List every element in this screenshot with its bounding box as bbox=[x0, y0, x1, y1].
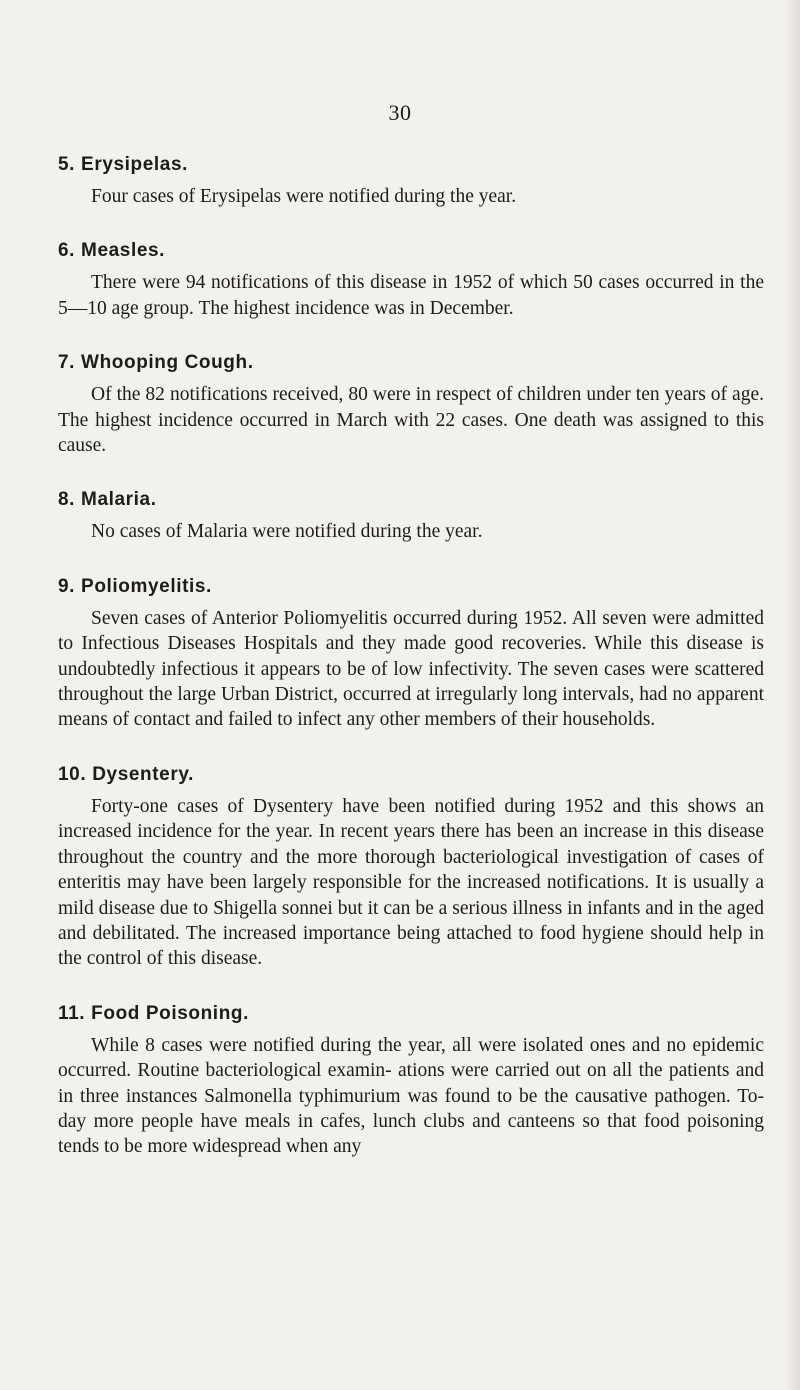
section-poliomyelitis bbox=[58, 574, 764, 733]
section-title: Whooping Cough. bbox=[81, 352, 254, 374]
section-number: 9. bbox=[58, 575, 76, 597]
section-heading bbox=[58, 762, 764, 788]
section-title: Erysipelas. bbox=[81, 154, 188, 175]
section-number: 11. bbox=[58, 1002, 86, 1024]
section-title: Dysentery. bbox=[92, 763, 194, 785]
page-edge-shadow bbox=[786, 0, 800, 1390]
section-body: Seven cases of Anterior Poliomyelitis occurred during 1952. All seven were admitted to Infectious Diseases Hospitals and they made good recoveries. While this disease is undoubtedly infectious it appears to be of low infectivity. The seven cases were scattered throughout the large Urban District, occurred at irregularly long intervals, had no apparent means of contact and failed to infect any other members of their households. bbox=[58, 607, 764, 731]
section-body: No cases of Malaria were notified during the year. bbox=[91, 521, 483, 543]
page-number: 30 bbox=[388, 100, 412, 125]
section-body: Of the 82 notifications received, 80 were in respect of children under ten years of age. The highest incidence occurred in March with 22 cases. One death was assigned to this cause. bbox=[58, 384, 764, 457]
section-measles bbox=[58, 238, 764, 321]
section-body: There were 94 notifications of this disease in 1952 of which 50 cases occurred in the 5—10 age group. The highest incidence was in December. bbox=[58, 272, 764, 319]
section-body: Forty-one cases of Dysentery have been notified during 1952 and this shows an increased incidence for the year. In recent years there has been an increase in this disease throughout the country and the more thorough bacteriological investigation of cases of enteritis may have been largely responsible for the increased notifications. It is usually a mild disease due to Shigella sonnei but it can be a serious illness in infants and in the aged and debilitated. The increased importance being attached to food hygiene should help in the control of this disease. bbox=[58, 795, 764, 970]
section-number: 7. bbox=[58, 352, 76, 374]
section-number: 8. bbox=[58, 489, 76, 511]
section-body: While 8 cases were notified during the year, all were isolated ones and no epidemic occurred. Routine bacteriological examin- ations were carried out on all the patients and in three instances Salmonella typhimurium was found to be the causative pathogen. To-day more people have meals in cafes, lunch clubs and canteens so that food poisoning tends to be more widespread when any bbox=[58, 1034, 764, 1158]
section-dysentery bbox=[58, 762, 764, 972]
section-heading bbox=[58, 350, 764, 376]
section-number: 6. bbox=[58, 240, 76, 262]
section-whooping-cough bbox=[58, 350, 764, 458]
section-title: Poliomyelitis. bbox=[81, 575, 212, 597]
section-malaria bbox=[58, 487, 764, 544]
section-title: Food Poisoning. bbox=[91, 1002, 249, 1024]
section-heading bbox=[58, 1001, 764, 1027]
section-body: Four cases of Erysipelas were notified during the year. bbox=[91, 186, 517, 207]
section-number: 5. bbox=[58, 154, 76, 175]
section-erysipelas bbox=[58, 152, 764, 209]
section-title: Malaria. bbox=[81, 489, 157, 511]
section-number: 10. bbox=[58, 763, 87, 785]
section-heading bbox=[58, 487, 764, 513]
section-food-poisoning bbox=[58, 1001, 764, 1160]
page-content bbox=[58, 152, 764, 1189]
section-heading bbox=[58, 238, 764, 264]
section-heading bbox=[58, 152, 764, 178]
section-heading bbox=[58, 574, 764, 600]
section-title: Measles. bbox=[81, 240, 166, 262]
